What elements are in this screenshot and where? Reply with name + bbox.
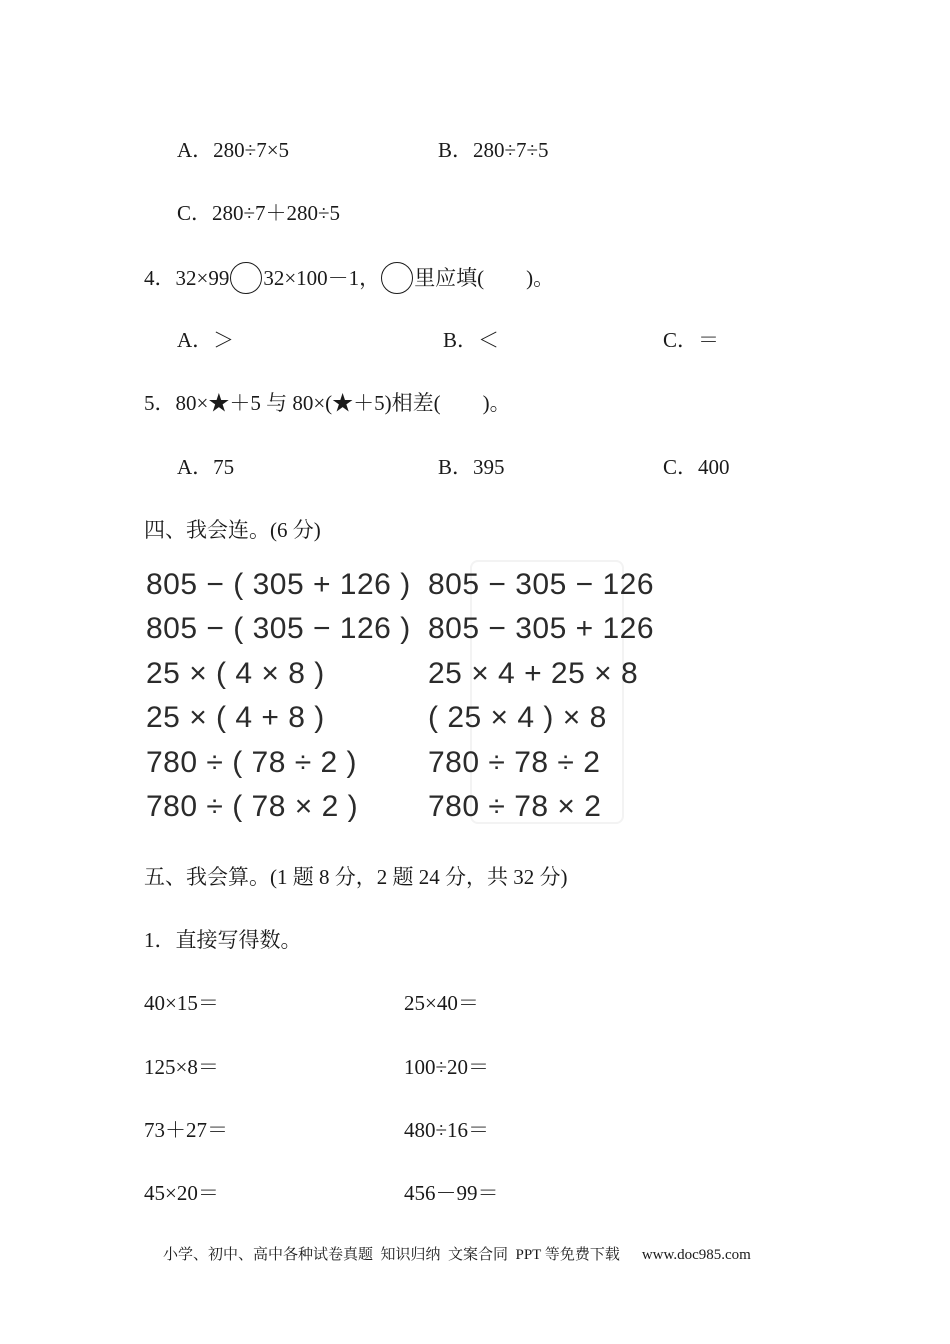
section-4-title: 四、我会连。(6 分)	[144, 518, 321, 542]
q4-prompt: 里应填( )。	[414, 266, 555, 290]
left-expression: 25 × ( 4 + 8 )	[146, 701, 325, 734]
footer-text: 小学、初中、高中各种试卷真题 知识归纳 文案合同 PPT 等免费下载	[163, 1247, 620, 1263]
q4-expr-left: 32×99	[175, 266, 230, 290]
left-expression: 780 ÷ ( 78 ÷ 2 )	[146, 746, 358, 779]
section-5-title: 五、我会算。(1 题 8 分，2 题 24 分，共 32 分)	[144, 865, 568, 889]
q5-option-c: C．400	[663, 455, 730, 479]
page-footer	[163, 1244, 751, 1266]
left-expression: 805 − ( 305 + 126 )	[146, 568, 411, 601]
q4-number: 4．	[144, 266, 176, 290]
left-expression: 805 − ( 305 − 126 )	[146, 612, 411, 645]
calc-item: 25×40＝	[404, 991, 479, 1015]
left-expression: 780 ÷ ( 78 × 2 )	[146, 790, 359, 823]
q3-option-b: B．280÷7÷5	[438, 138, 549, 162]
calc-item: 456－99＝	[404, 1181, 499, 1205]
calc-item: 45×20＝	[144, 1181, 219, 1205]
calc-item: 73＋27＝	[144, 1118, 228, 1142]
blank-circle-icon	[230, 262, 262, 294]
right-expression: ( 25 × 4 ) × 8	[428, 701, 607, 734]
question-4	[144, 262, 554, 294]
calc-item: 40×15＝	[144, 991, 219, 1015]
right-expression: 805 − 305 − 126	[428, 568, 655, 601]
right-expression: 780 ÷ 78 ÷ 2	[428, 746, 601, 779]
right-expression: 25 × 4 + 25 × 8	[428, 657, 639, 690]
q5-option-b: B．395	[438, 455, 505, 479]
right-expression: 780 ÷ 78 × 2	[428, 790, 602, 823]
left-expression: 25 × ( 4 × 8 )	[146, 657, 325, 690]
q3-option-a: A．280÷7×5	[177, 138, 290, 162]
q4-expr-right: 32×100－1，	[263, 266, 381, 290]
q4-option-b: B．＜	[443, 328, 500, 352]
calc-item: 480÷16＝	[404, 1118, 490, 1142]
subsection-1-title: 1．直接写得数。	[144, 928, 302, 952]
question-5: 5．80×★＋5 与 80×(★＋5)相差( )。	[144, 391, 511, 415]
right-expression: 805 − 305 + 126	[428, 612, 655, 645]
q4-option-a: A．＞	[177, 328, 235, 352]
blank-circle-icon	[381, 262, 413, 294]
footer-url: www.doc985.com	[641, 1247, 751, 1263]
q5-option-a: A．75	[177, 455, 235, 479]
q4-option-c: C．＝	[663, 328, 720, 352]
calc-item: 125×8＝	[144, 1055, 219, 1079]
q3-option-c: C．280÷7＋280÷5	[177, 201, 341, 225]
calc-item: 100÷20＝	[404, 1055, 490, 1079]
